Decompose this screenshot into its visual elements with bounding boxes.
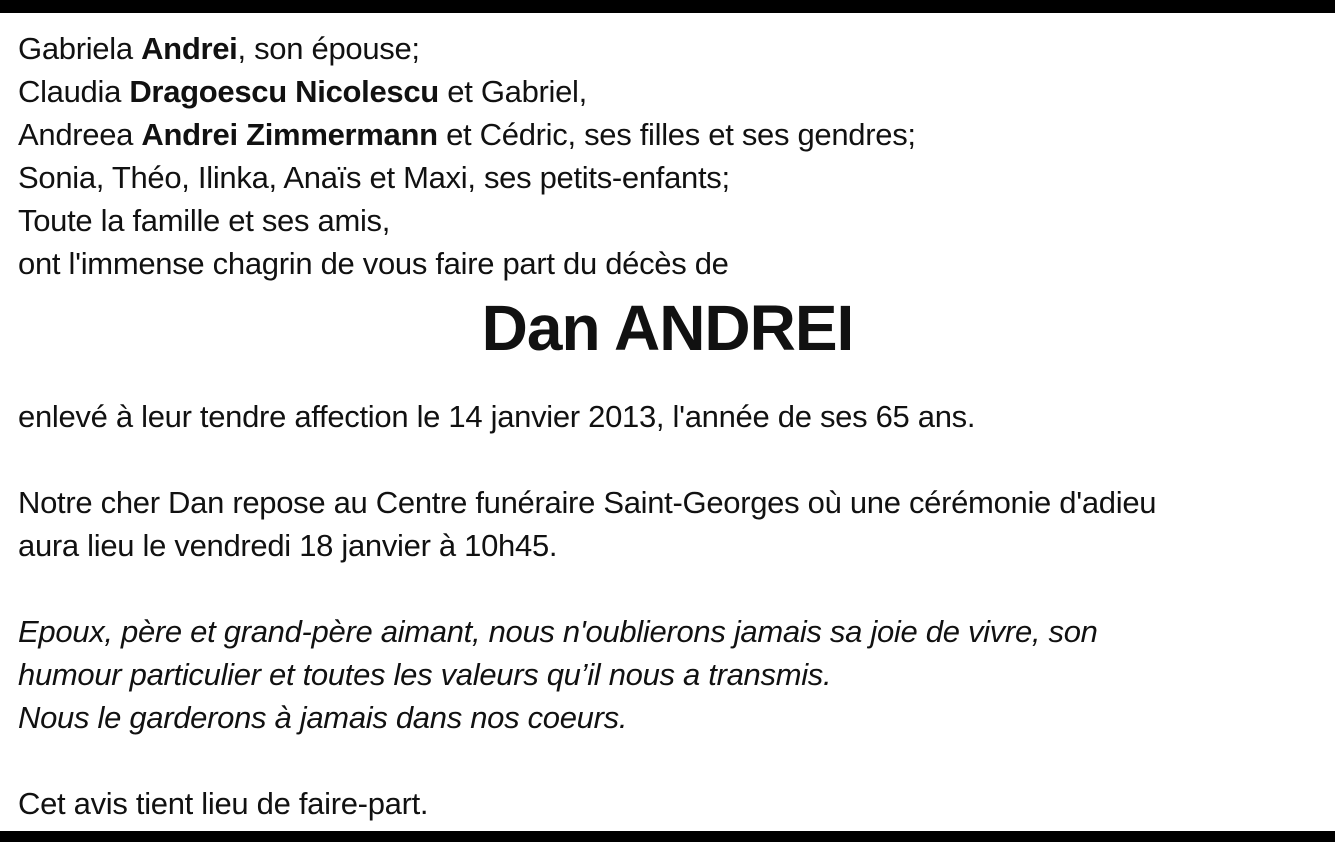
intro-line-pre: Toute la famille et ses amis,: [18, 203, 391, 238]
intro-line-bold-name: Andrei: [141, 31, 238, 66]
intro-line-pre: Claudia: [18, 74, 130, 109]
intro-line-post: et Cédric, ses filles et ses gendres;: [437, 117, 916, 152]
intro-line-pre: Andreea: [18, 117, 142, 152]
family-intro: [18, 27, 1317, 285]
top-black-bar: [0, 0, 1335, 13]
tribute-line: humour particulier et toutes les valeurs qu’il nous a transmis.: [18, 657, 832, 692]
intro-line: [18, 199, 1317, 242]
intro-line-pre: Sonia, Théo, Ilinka, Anaïs et Maxi, ses petits-enfants;: [18, 160, 730, 195]
intro-line: [18, 242, 1317, 285]
intro-line: [18, 156, 1317, 199]
intro-line-bold-name: Dragoescu Nicolescu: [129, 74, 439, 109]
intro-line-pre: ont l'immense chagrin de vous faire part du décès de: [18, 246, 729, 281]
bottom-black-bar: [0, 831, 1335, 842]
intro-line: [18, 27, 1317, 70]
ceremony-details: [18, 481, 1317, 567]
intro-line-bold-name: Andrei Zimmermann: [141, 117, 438, 152]
intro-line-pre: Gabriela: [18, 31, 142, 66]
tribute-line: Epoux, père et grand-père aimant, nous n'oublierons jamais sa joie de vivre, son: [18, 614, 1098, 649]
intro-line: [18, 70, 1317, 113]
closing-statement: Cet avis tient lieu de faire-part.: [18, 786, 429, 821]
tribute-line: Nous le garderons à jamais dans nos coeurs.: [18, 700, 628, 735]
intro-line: [18, 113, 1317, 156]
deceased-name-title: Dan ANDREI: [481, 292, 854, 364]
notice-content: [0, 13, 1335, 825]
intro-line-post: et Gabriel,: [438, 74, 587, 109]
tribute-text: [18, 610, 1317, 739]
ceremony-line: aura lieu le vendredi 18 janvier à 10h45.: [18, 528, 558, 563]
death-details: enlevé à leur tendre affection le 14 janvier 2013, l'année de ses 65 ans.: [18, 399, 976, 434]
ceremony-line: Notre cher Dan repose au Centre funéraire Saint-Georges où une cérémonie d'adieu: [18, 485, 1157, 520]
intro-line-post: , son épouse;: [237, 31, 420, 66]
